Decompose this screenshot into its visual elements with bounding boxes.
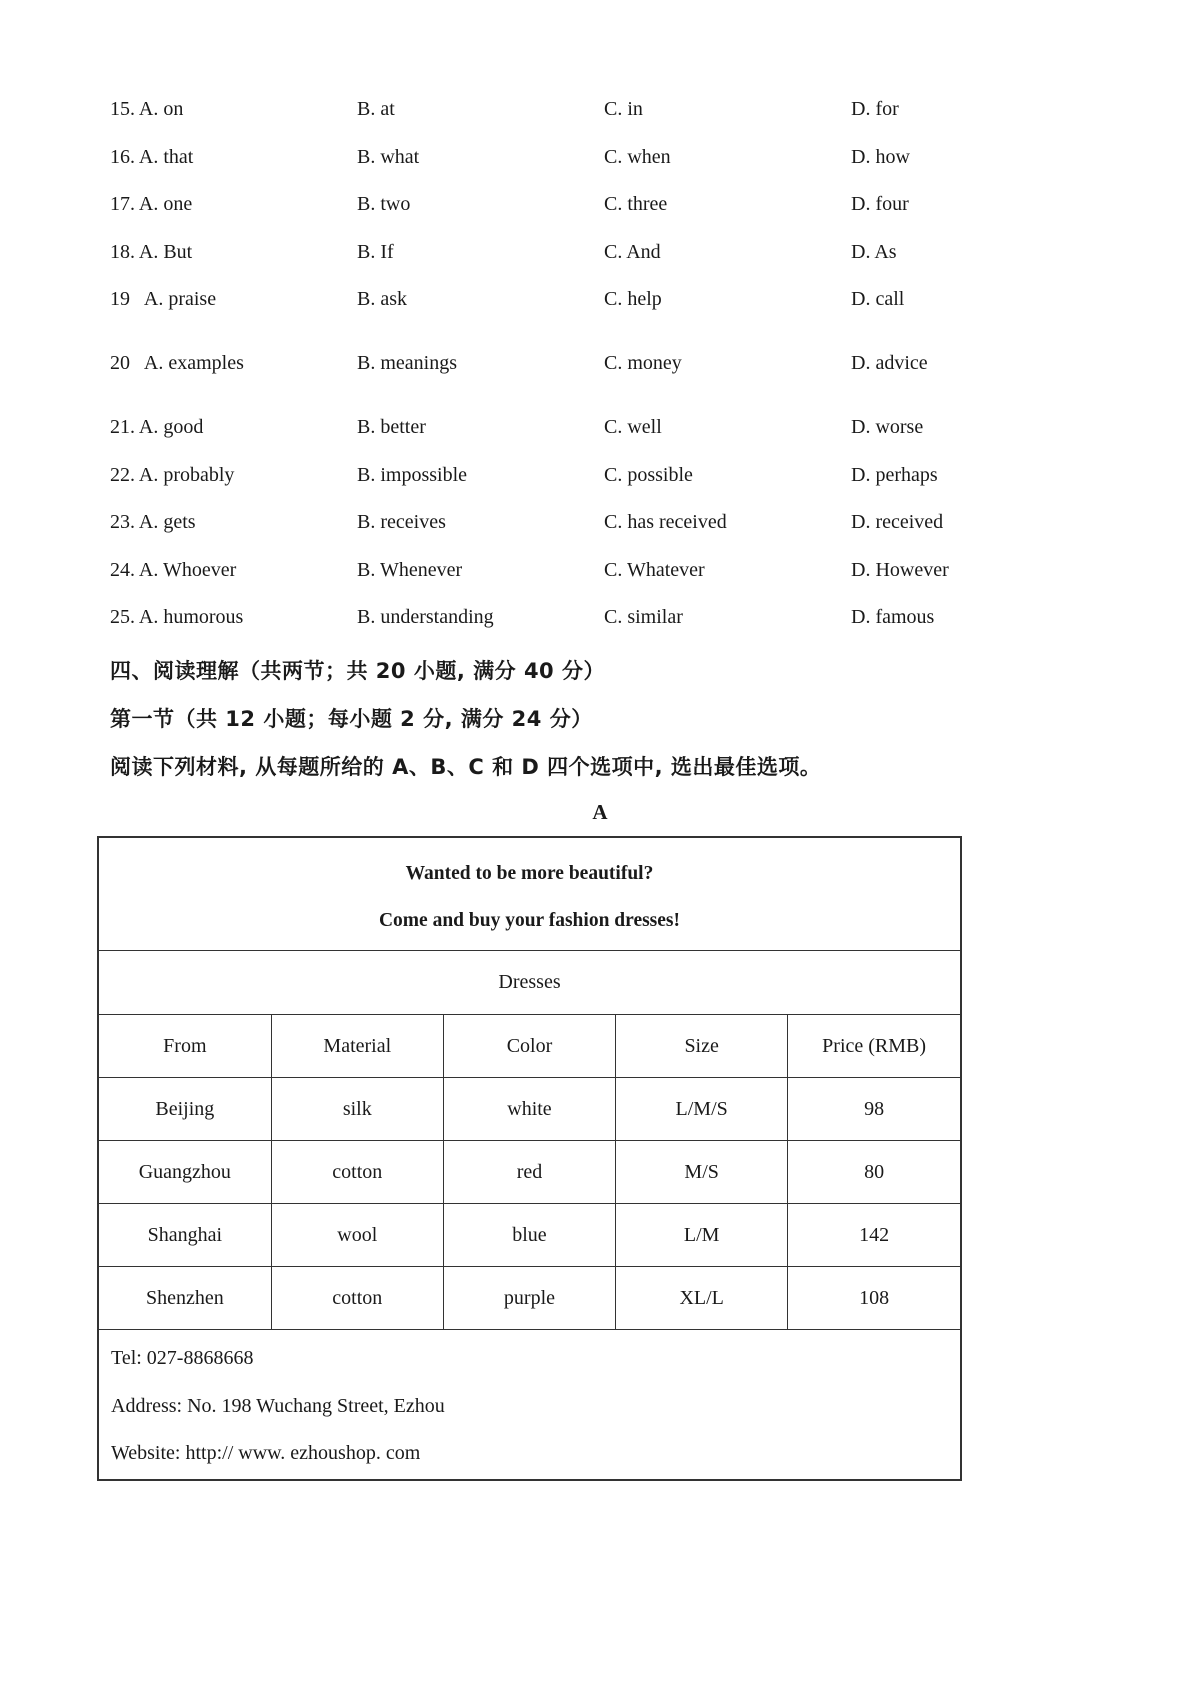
question-row — [110, 603, 1010, 651]
table-row — [99, 1141, 960, 1204]
option-b: B. better — [357, 416, 426, 438]
table-cell: Shenzhen — [99, 1267, 271, 1330]
question-row — [110, 556, 1010, 604]
table-cell: cotton — [271, 1267, 443, 1330]
column-header: Color — [443, 1015, 615, 1078]
option-c: C. has received — [604, 511, 727, 533]
table-cell: red — [443, 1141, 615, 1204]
question-row — [110, 238, 1010, 286]
answer-options — [110, 95, 1010, 651]
option-a: 25. A. humorous — [110, 606, 244, 628]
option-d: D. for — [851, 98, 899, 120]
option-a: 21. A. good — [110, 416, 204, 438]
table-cell: Shanghai — [99, 1204, 271, 1267]
table-header-row — [99, 1015, 960, 1078]
question-row — [110, 143, 1010, 191]
option-d: D. As — [851, 240, 897, 263]
option-d: D. perhaps — [851, 463, 938, 486]
part-heading: 第一节（共 12 小题；每小题 2 分, 满分 24 分） — [110, 707, 593, 731]
question-row — [110, 413, 1010, 461]
table-cell: Guangzhou — [99, 1141, 271, 1204]
option-c: C. three — [604, 193, 668, 215]
option-a: 19 A. praise — [110, 288, 217, 310]
option-d: D. worse — [851, 416, 924, 438]
table-cell: Beijing — [99, 1078, 271, 1141]
table-row — [99, 1267, 960, 1330]
option-c: C. money — [604, 352, 682, 374]
option-c: C. Whatever — [604, 558, 705, 581]
option-d: D. four — [851, 193, 909, 215]
option-a: 23. A. gets — [110, 511, 196, 533]
section-heading: 四、阅读理解（共两节；共 20 小题, 满分 40 分） — [110, 659, 605, 683]
option-a: 16. A. that — [110, 145, 194, 168]
table-cell: 80 — [788, 1141, 960, 1204]
table-cell: wool — [271, 1204, 443, 1267]
option-d: D. received — [851, 511, 944, 533]
option-d: D. call — [851, 288, 905, 310]
table-cell: M/S — [616, 1141, 788, 1204]
column-header: Size — [616, 1015, 788, 1078]
table-row — [99, 1078, 960, 1141]
option-c: C. And — [604, 240, 661, 263]
website: Website: http:// www. ezhoushop. com — [111, 1442, 421, 1464]
dress-table — [99, 1015, 960, 1330]
table-cell: 142 — [788, 1204, 960, 1267]
passage-label: A — [592, 800, 608, 824]
question-row — [110, 349, 1010, 413]
option-c: C. similar — [604, 606, 683, 628]
option-c: C. help — [604, 288, 662, 310]
option-a: 22. A. probably — [110, 463, 235, 486]
option-d: D. However — [851, 558, 949, 581]
option-b: B. what — [357, 145, 420, 168]
table-cell: cotton — [271, 1141, 443, 1204]
option-b: B. If — [357, 240, 394, 263]
option-d: D. advice — [851, 352, 928, 374]
slogan-line-1: Wanted to be more beautiful? — [405, 863, 654, 884]
dress-advertisement — [97, 836, 962, 1481]
table-cell: L/M — [616, 1204, 788, 1267]
option-b: B. meanings — [357, 352, 457, 374]
column-header: From — [99, 1015, 271, 1078]
question-row — [110, 508, 1010, 556]
table-cell: 98 — [788, 1078, 960, 1141]
table-row — [99, 1204, 960, 1267]
option-a: 20 A. examples — [110, 352, 244, 374]
option-b: B. ask — [357, 288, 407, 310]
option-c: C. possible — [604, 463, 693, 486]
instruction-text: 阅读下列材料, 从每题所给的 A、B、C 和 D 四个选项中, 选出最佳选项。 — [110, 755, 822, 779]
option-d: D. how — [851, 145, 910, 168]
column-header: Price (RMB) — [788, 1015, 960, 1078]
table-cell: XL/L — [616, 1267, 788, 1330]
option-a: 17. A. one — [110, 193, 193, 215]
telephone: Tel: 027-8868668 — [111, 1347, 254, 1369]
option-d: D. famous — [851, 606, 935, 628]
table-title: Dresses — [99, 951, 960, 1015]
question-row — [110, 95, 1010, 143]
table-cell: silk — [271, 1078, 443, 1141]
option-b: B. understanding — [357, 606, 494, 628]
table-cell: L/M/S — [616, 1078, 788, 1141]
address: Address: No. 198 Wuchang Street, Ezhou — [111, 1394, 445, 1417]
option-b: B. two — [357, 193, 411, 215]
slogan-line-2: Come and buy your fashion dresses! — [378, 910, 681, 931]
table-cell: 108 — [788, 1267, 960, 1330]
option-a: 18. A. But — [110, 240, 193, 263]
column-header: Material — [271, 1015, 443, 1078]
option-c: C. well — [604, 416, 662, 438]
option-a: 24. A. Whoever — [110, 558, 237, 581]
option-b: B. receives — [357, 511, 446, 533]
table-cell: blue — [443, 1204, 615, 1267]
contact-info — [99, 1330, 960, 1479]
option-b: B. Whenever — [357, 558, 463, 581]
question-row — [110, 285, 1010, 349]
option-a: 15. A. on — [110, 98, 184, 120]
question-row — [110, 190, 1010, 238]
option-c: C. when — [604, 145, 671, 168]
option-c: C. in — [604, 98, 643, 120]
option-b: B. impossible — [357, 463, 468, 486]
table-cell: purple — [443, 1267, 615, 1330]
table-cell: white — [443, 1078, 615, 1141]
question-row — [110, 461, 1010, 509]
ad-header — [99, 838, 960, 951]
option-b: B. at — [357, 98, 395, 120]
